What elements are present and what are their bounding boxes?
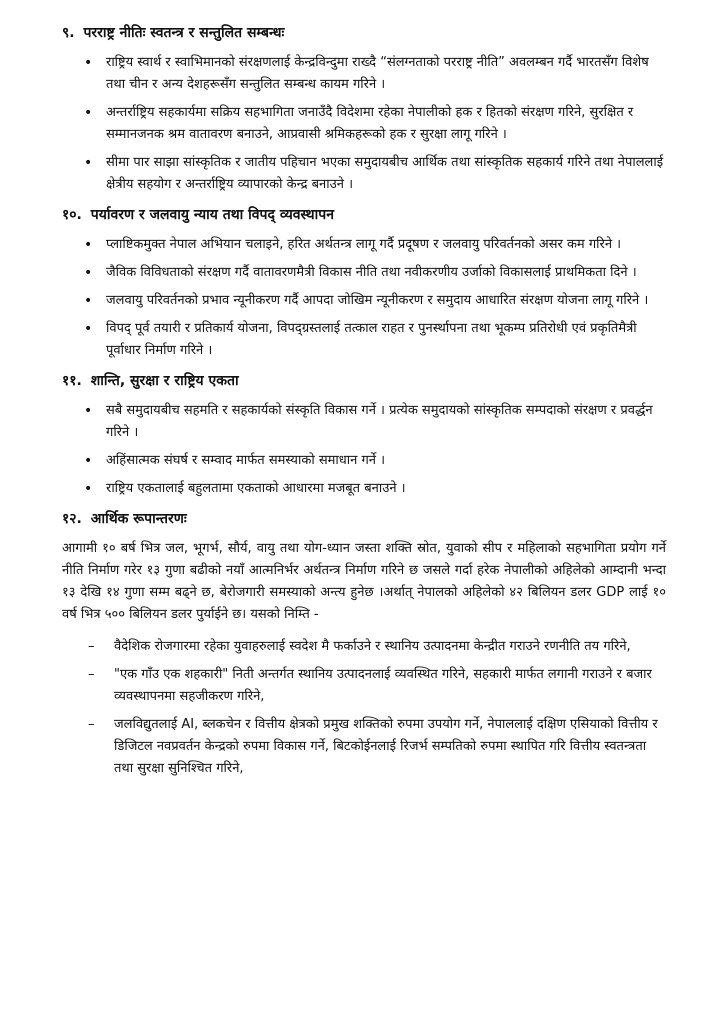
section-title: शान्ति, सुरक्षा र राष्ट्रिय एकता <box>90 373 239 389</box>
list-item: – वैदेशिक रोजगारमा रहेका युवाहरुलाई स्वदेश मै फर्काउने र स्थानिय उत्पादनमा केन्द्रीत गराउने रणनीति तय गरिने, <box>88 636 666 658</box>
section-heading <box>62 508 666 530</box>
list-item: • राष्ट्रिय एकतालाई बहुलतामा एकताको आधारमा मजबूत बनाउने । <box>84 478 666 500</box>
dash-list <box>62 636 666 780</box>
list-item: • अन्तर्राष्ट्रिय सहकार्यमा सक्रिय सहभागिता जनाउँदै विदेशमा रहेका नेपालीको हक र हितको संरक्षण गरिने, सुरक्षित र सम्मानजनक श्रम वातावरण बनाउने, आप्रवासी श्रमिकहरूको हक र सुरक्षा लागू गरिने । <box>84 102 666 146</box>
list-item: – जलविद्युतलाई AI, ब्लकचेन र वित्तीय क्षेत्रको प्रमुख शक्तिको रुपमा उपयोग गर्ने, नेपाललाई दक्षिण एसियाको वित्तीय र डिजिटल नवप्रवर्तन केन्द्रको रुपमा विकास गर्ने, बिटकोईनलाई रिजर्भ सम्पतिको रुपमा स्थापित गरि वित्तीय स्वतन्त्रता तथा सुरक्षा सुनिश्चित गरिने, <box>88 714 666 780</box>
section-title: आर्थिक रूपान्तरणः <box>90 511 187 527</box>
section-title: पर्यावरण र जलवायु न्याय तथा विपद् व्यवस्थापन <box>90 207 334 223</box>
list-item: • विपद् पूर्व तयारी र प्रतिकार्य योजना, विपद्ग्रस्तलाई तत्काल राहत र पुनर्स्थापना तथा भूकम्प प्रतिरोधी एवं प्रकृतिमैत्री पूर्वाधार निर्माण गरिने । <box>84 318 666 362</box>
section-title: परराष्ट्र नीतिः स्वतन्त्र र सन्तुलित सम्बन्धः <box>83 25 285 41</box>
list-item: • जलवायु परिवर्तनको प्रभाव न्यूनीकरण गर्दै आपदा जोखिम न्यूनीकरण र समुदाय आधारित संरक्षण योजना लागू गरिने । <box>84 290 666 312</box>
list-item: – "एक गाँउ एक शहकारी" निती अन्तर्गत स्थानिय उत्पादनलाई व्यवस्थित गरिने, सहकारी मार्फत लगानी गराउने र बजार व्यवस्थापनमा सहजीकरण गरिने, <box>88 664 666 708</box>
bullet-list <box>62 400 666 500</box>
bullet-list <box>62 52 666 196</box>
section-12 <box>62 508 666 780</box>
section-number: १०. <box>62 207 82 223</box>
section-11 <box>62 370 666 500</box>
list-item: • जैविक विविधताको संरक्षण गर्दै वातावरणमैत्री विकास नीति तथा नवीकरणीय उर्जाको विकासलाई प्राथमिकता दिने । <box>84 262 666 284</box>
section-10 <box>62 204 666 362</box>
section-number: ९. <box>62 25 75 41</box>
section-number: ११. <box>62 373 82 389</box>
section-heading <box>62 22 666 44</box>
section-heading <box>62 204 666 226</box>
list-item: • प्लाष्टिकमुक्त नेपाल अभियान चलाइने, हरित अर्थतन्त्र लागू गर्दै प्रदूषण र जलवायु परिवर्तनको असर कम गरिने । <box>84 234 666 256</box>
list-item: • राष्ट्रिय स्वार्थ र स्वाभिमानको संरक्षणलाई केन्द्रविन्दुमा राख्दै “संलग्नताको परराष्ट्र नीति” अवलम्बन गर्दै भारतसँग विशेष तथा चीन र अन्य देशहरूसँग सन्तुलित सम्बन्ध कायम गरिने । <box>84 52 666 96</box>
list-item: • सीमा पार साझा सांस्कृतिक र जातीय पहिचान भएका समुदायबीच आर्थिक तथा सांस्कृतिक सहकार्य गरिने तथा नेपाललाई क्षेत्रीय सहयोग र अन्तर्राष्ट्रिय व्यापारको केन्द्र बनाउने । <box>84 152 666 196</box>
list-item: • सबै समुदायबीच सहमति र सहकार्यको संस्कृति विकास गर्ने । प्रत्येक समुदायको सांस्कृतिक सम्पदाको संरक्षण र प्रवर्द्धन गरिने । <box>84 400 666 444</box>
section-paragraph: आगामी १० बर्ष भित्र जल, भूगर्भ, सौर्य, वायु तथा योग-ध्यान जस्ता शक्ति स्रोत, युवाको सीप र महिलाको सहभागिता प्रयोग गर्ने नीति निर्माण गरेर १३ गुणा बढीको नयाँ आत्मनिर्भर अर्थतन्त्र निर्माण गरिने छ जसले गर्दा हरेक नेपालीको अहिलेको आम्दानी भन्दा १३ देखि १४ गुणा सम्म बढ्ने छ, बेरोजगारी समस्याको अन्त्य हुनेछ ।अर्थात् नेपालको अहिलेको ४२ बिलियन डलर GDP लाई १० वर्ष भित्र ५०० बिलियन डलर पुर्याईने छ। यसको निम्ति - <box>62 541 666 622</box>
section-number: १२. <box>62 511 82 527</box>
bullet-list <box>62 234 666 362</box>
section-9 <box>62 22 666 196</box>
list-item: • अहिंसात्मक संघर्ष र सम्वाद मार्फत समस्याको समाधान गर्ने । <box>84 450 666 472</box>
section-heading <box>62 370 666 392</box>
